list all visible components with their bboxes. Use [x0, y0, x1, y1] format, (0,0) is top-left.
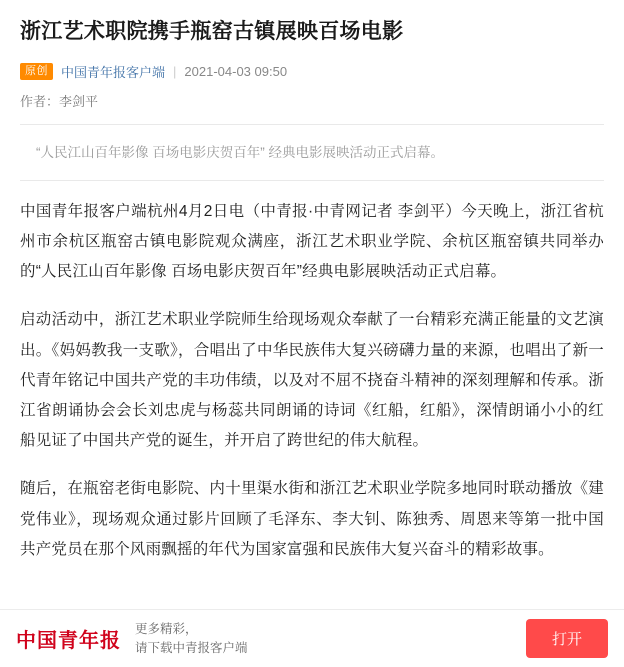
app-download-bar: [0, 609, 624, 667]
article-meta: [20, 62, 604, 81]
meta-divider: [20, 124, 604, 125]
publish-datetime: 2021-04-03 09:50: [184, 64, 288, 80]
article-paragraph: 中国青年报客户端杭州4月2日电（中青报·中青网记者 李剑平）今天晚上，浙江省杭州市余杭区瓶窑古镇电影院观众满座，浙江艺术职业学院、余杭区瓶窑镇共同举办的“人民江山百年影像 百场电影庆贺百年”经典电影展映活动正式启幕。: [20, 202, 604, 281]
author-line: 作者：李剑平: [20, 94, 99, 110]
article-summary: “人民江山百年影像 百场电影庆贺百年” 经典电影展映活动正式启幕。: [36, 145, 444, 161]
open-app-button[interactable]: 打开: [526, 619, 608, 658]
summary-divider: [20, 180, 604, 181]
original-badge: 原创: [20, 63, 53, 80]
article-paragraph: 启动活动中，浙江艺术职业学院师生给现场观众奉献了一台精彩充满正能量的文艺演出。《妈妈教我一支歌》，合唱出了中华民族伟大复兴磅礴力量的来源，也唱出了新一代青年铭记中国共产党的丰功伟绩，以及对不屈不挠奋斗精神的深刻理解和传承。浙江省朗诵协会会长刘忠虎与杨蕊共同朗诵的诗词《红船，红船》，深情朗诵小小的红船见证了中国共产党的诞生，并开启了跨世纪的伟大航程。: [20, 311, 604, 450]
promo-line-1: 更多精彩，: [135, 622, 198, 637]
source-link[interactable]: 中国青年报客户端: [61, 65, 166, 81]
promo-text: [135, 620, 526, 656]
page-title: 浙江艺术职院携手瓶窑古镇展映百场电影: [20, 20, 404, 43]
article-paragraph: 随后，在瓶窑老街电影院、内十里渠水街和浙江艺术职业学院多地同时联动播放《建党伟业》，现场观众通过影片回顾了毛泽东、李大钊、陈独秀、周恩来等第一批中国共产党员在那个风雨飘摇的年代为国家富强和民族伟大复兴奋斗的精彩故事。: [20, 480, 604, 558]
promo-line-2: 请下载中青报客户端: [135, 640, 248, 655]
brand-logo: 中国青年报: [16, 628, 121, 652]
meta-separator: |: [173, 64, 177, 80]
